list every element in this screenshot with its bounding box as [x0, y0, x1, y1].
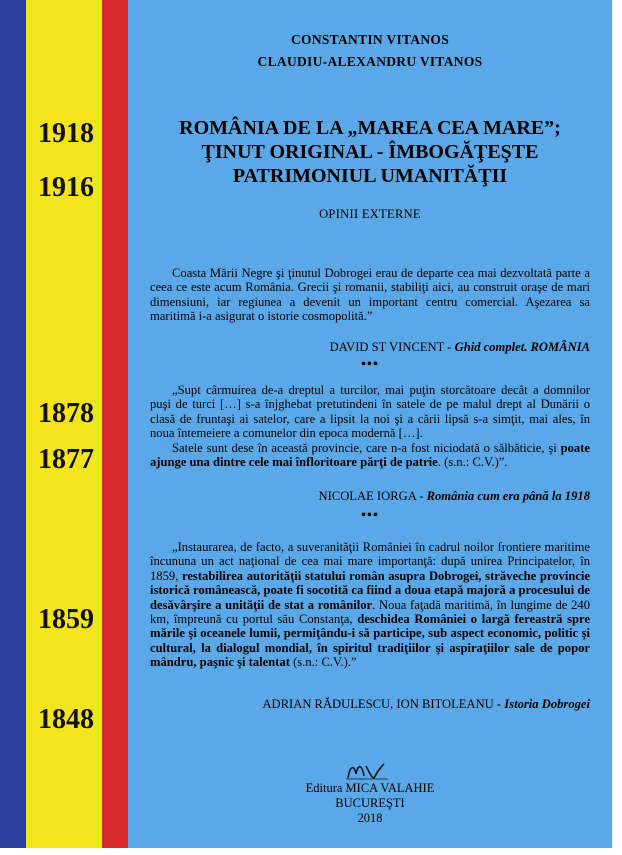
source-author: ADRIAN RĂDULESCU, ION BITOLEANU - — [262, 697, 505, 711]
author-name: CONSTANTIN VITANOS — [290, 32, 450, 47]
year-label: 1916 — [38, 172, 94, 203]
year-label: 1918 — [38, 118, 94, 149]
title-line: ŢINUT ORIGINAL - ÎMBOGĂŢEŞTE — [201, 141, 539, 163]
author-name: CLAUDIU-ALEXANDRU VITANOS — [257, 54, 483, 69]
source-book: România cum era până la 1918 — [426, 489, 590, 503]
quote-text: Satele sunt dese în această provincie, care n-a fost niciodată o sălbăticie, şi — [172, 440, 561, 455]
separator-dots: ••• — [361, 357, 379, 372]
source-book: Ghid complet. ROMÂNIA — [454, 340, 590, 354]
quote-source — [150, 340, 590, 355]
quote-block — [150, 266, 590, 324]
publication-year: 2018 — [357, 811, 383, 825]
quote-block — [150, 540, 590, 670]
quote-emphasis: restabilirea autorităţii statului român asupra Dobrogei, străveche provincie istorică românească, poate fi socotită ca fiind a doua etapă majoră a procesului de desăvârşire a unităţii de stat a românilor — [150, 568, 590, 612]
title-line: ROMÂNIA DE LA „MAREA CEA MARE”; — [179, 117, 561, 139]
year-label: 1848 — [38, 704, 94, 735]
quote-source — [150, 489, 590, 504]
quote-text: Coasta Mării Negre şi ţinutul Dobrogei erau de departe cea mai dezvoltată parte a ceea ce este acum România. Grecii şi romanii, stabiliţi aici, au construit oraşe de mari dimensiuni, iar regiunea a devenit un important centru comercial. Aşezarea sa maritimă i-a asigurat o istorie cosmopolită.” — [150, 266, 590, 324]
quote-text: „Instaurarea, de facto, a suveranităţii României în cadrul noilor frontiere maritime încununa un act naţional de cea mai mare importanţă: după unirea Principatelor, în 1859, — [150, 540, 590, 583]
book-title — [148, 116, 592, 188]
publisher-name: Editura MICA VALAHIE — [305, 781, 435, 795]
publisher-city: BUCUREŞTI — [335, 796, 405, 810]
quote-text: (s.n.: C.V.).” — [289, 655, 357, 670]
quote-text: „Supt cârmuirea de-a dreptul a turcilor, mai puţin storcătoare decât a domnilor puşi de turci […] s-a înjghebat pretutindeni în satele de pe malul drept al Dunării o clasă de fruntaşi ai satelor, care a lipsit la noi şi a cării lipsă s-a simţit, mai ales, în noua întemeiere a comunelor din epoca modernă […]. — [150, 383, 590, 441]
book-subtitle: OPINII EXTERNE — [319, 207, 421, 221]
quote-emphasis: poate ajunge una dintre cele mai înfloritoare părţi de patrie — [150, 440, 590, 470]
quote-emphasis: deschidea României o largă fereastră spre mările şi oceanele lumii, permiţându-i să participe, sub aspect economic, politic şi cultural, la dialogul mondial, în spiritul tradiţiilor şi aspiraţiilor sale de popor mândru, paşnic şi talentat — [150, 612, 591, 670]
quote-paragraph — [150, 540, 590, 670]
source-author: NICOLAE IORGA - — [318, 489, 427, 503]
source-author: DAVID ST VINCENT - — [329, 340, 455, 354]
year-label: 1859 — [38, 604, 94, 635]
quote-text: . (s.n.: C.V.)”. — [437, 455, 508, 470]
flag-stripe-red — [102, 0, 128, 848]
quote-source — [150, 697, 590, 712]
source-book: Istoria Dobrogei — [504, 697, 590, 711]
year-label: 1877 — [38, 444, 94, 475]
quote-paragraph — [150, 441, 590, 470]
flag-stripe-blue — [0, 0, 26, 848]
quote-block — [150, 383, 590, 469]
quote-text: . Noua faţadă maritimă, în lungime de 240 km, împreună cu portul său Constanţa, — [150, 597, 591, 627]
separator-dots: ••• — [361, 508, 379, 523]
publisher-logo-icon — [340, 760, 400, 782]
year-label: 1878 — [38, 398, 94, 429]
title-line: PATRIMONIUL UMANITĂŢII — [232, 165, 508, 187]
